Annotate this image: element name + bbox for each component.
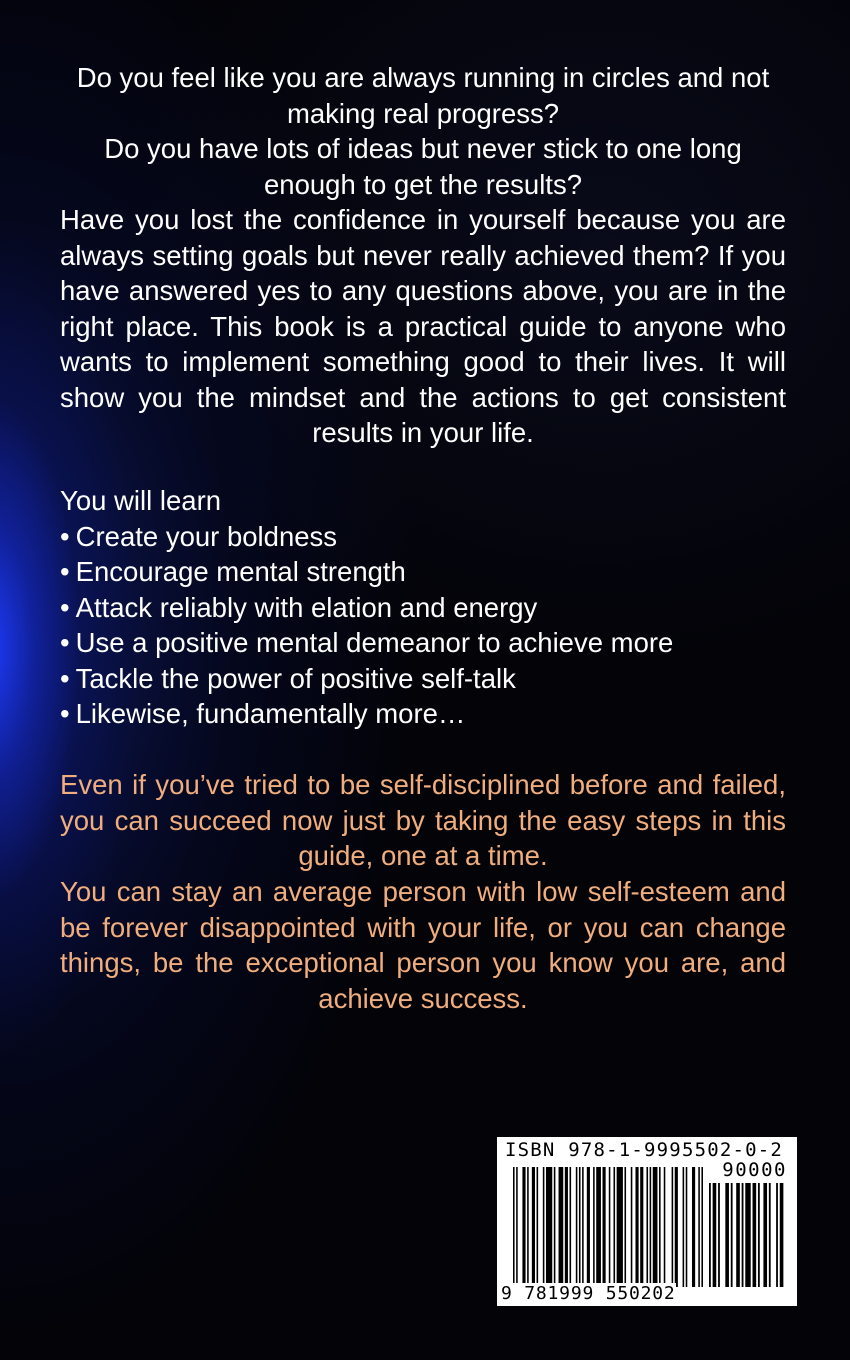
barcode-bar [650, 1167, 652, 1287]
barcode-bar [513, 1167, 515, 1287]
barcode-bar [570, 1167, 572, 1287]
barcode-bar [675, 1167, 678, 1287]
bullet-icon: • [60, 520, 70, 552]
barcode-bar [543, 1167, 545, 1287]
barcode-bar [653, 1167, 658, 1287]
barcode-bar [692, 1167, 695, 1287]
barcode-bar [736, 1183, 740, 1287]
bullet-icon: • [60, 591, 70, 623]
barcode-bar [596, 1167, 601, 1287]
barcode-bar [683, 1167, 685, 1287]
barcode-bar [731, 1183, 733, 1287]
isbn-label: ISBN 978-1-9995502-0-2 [505, 1139, 784, 1161]
barcode-bar [780, 1183, 784, 1287]
isbn-barcode [497, 1137, 797, 1306]
barcode-bar [640, 1167, 643, 1287]
barcode-bar [631, 1167, 633, 1287]
barcode-bar [659, 1167, 661, 1287]
learn-item [60, 661, 800, 697]
learn-item [60, 625, 800, 661]
barcode-bar [713, 1183, 717, 1287]
bullet-icon: • [60, 662, 70, 694]
barcode-bar [686, 1167, 688, 1287]
barcode-bar [559, 1167, 564, 1287]
learn-item [60, 590, 800, 626]
barcode-bar [527, 1167, 529, 1287]
barcode-bar [617, 1167, 623, 1287]
learn-item-text: Tackle the power of positive self-talk [75, 662, 516, 694]
closing-paragraph-2: You can stay an average person with low self-esteem and be forever disappointed with your life, or you can change things, be the exceptional person you know you are, and achieve success. [60, 876, 786, 1014]
learn-item [60, 519, 800, 555]
barcode-bar [763, 1183, 767, 1287]
question-1: Do you feel like you are always running in circles and not making real progress? [76, 62, 770, 129]
addon-barcode-bars [709, 1183, 787, 1287]
learn-item [60, 696, 800, 732]
learn-item-text: Use a positive mental demeanor to achieve more [75, 627, 674, 658]
barcode-bar [546, 1167, 552, 1287]
barcode-bar [537, 1167, 539, 1287]
barcode-bar [582, 1167, 584, 1287]
learn-item-text: Encourage mental strength [75, 556, 406, 587]
barcode-bar [698, 1167, 700, 1287]
barcode-bar [701, 1167, 703, 1287]
bullet-icon: • [60, 698, 70, 729]
barcode-bar [593, 1167, 595, 1287]
barcode-bar [776, 1183, 778, 1287]
barcode-bar [613, 1167, 615, 1287]
barcode-bar [576, 1167, 578, 1287]
barcode-bar [635, 1167, 638, 1287]
barcode-bar [609, 1167, 611, 1287]
barcode-bar [532, 1167, 535, 1287]
barcode-bar [579, 1167, 581, 1287]
barcode-bar [624, 1167, 626, 1287]
closing-paragraph-1: Even if you’ve tried to be self-disciplined before and failed, you can succeed now just by taking the easy steps in this guide, one at a time. [60, 769, 786, 871]
learn-item-text: Attack reliably with elation and energy [75, 591, 538, 623]
barcode-bar [725, 1183, 729, 1287]
barcode-bar [742, 1183, 744, 1287]
barcode-bar [709, 1183, 711, 1287]
barcode-bar [672, 1167, 674, 1287]
learn-item-text: Create your boldness [75, 520, 338, 552]
barcode-bar [758, 1183, 760, 1287]
barcode-bar [745, 1183, 750, 1287]
learn-item-text: Likewise, fundamentally more… [75, 698, 466, 729]
barcode-bar [565, 1167, 568, 1287]
learn-item [60, 554, 800, 590]
intro-paragraph: Have you lost the confidence in yourself because you are always setting goals but never really achieved them? If you have answered yes to any questions above, you are in the right place. This book is a practical guide to anyone who wants to implement something good to their lives. It will show you the mindset and the actions to get consistent results in your life. [60, 204, 786, 448]
barcode-bar [587, 1167, 590, 1287]
barcode-bar [554, 1167, 556, 1287]
barcode-bar [718, 1183, 720, 1287]
learn-list [60, 483, 800, 732]
barcode-bar [646, 1167, 648, 1287]
barcode-bar [603, 1167, 606, 1287]
barcode-bar [516, 1167, 518, 1287]
bullet-icon: • [60, 627, 70, 658]
bullet-icon: • [60, 556, 70, 587]
learn-heading: You will learn [60, 485, 222, 516]
question-2: Do you have lots of ideas but never stick to one long enough to get the results? [104, 133, 742, 200]
barcode-bar [769, 1183, 771, 1287]
barcode-bar [522, 1167, 525, 1287]
ean-barcode-bars [513, 1167, 703, 1287]
barcode-bar [664, 1167, 666, 1287]
ean-digits: 9 781999 550202 [501, 1283, 676, 1304]
price-code: 90000 [722, 1159, 787, 1181]
barcode-bar [753, 1183, 757, 1287]
